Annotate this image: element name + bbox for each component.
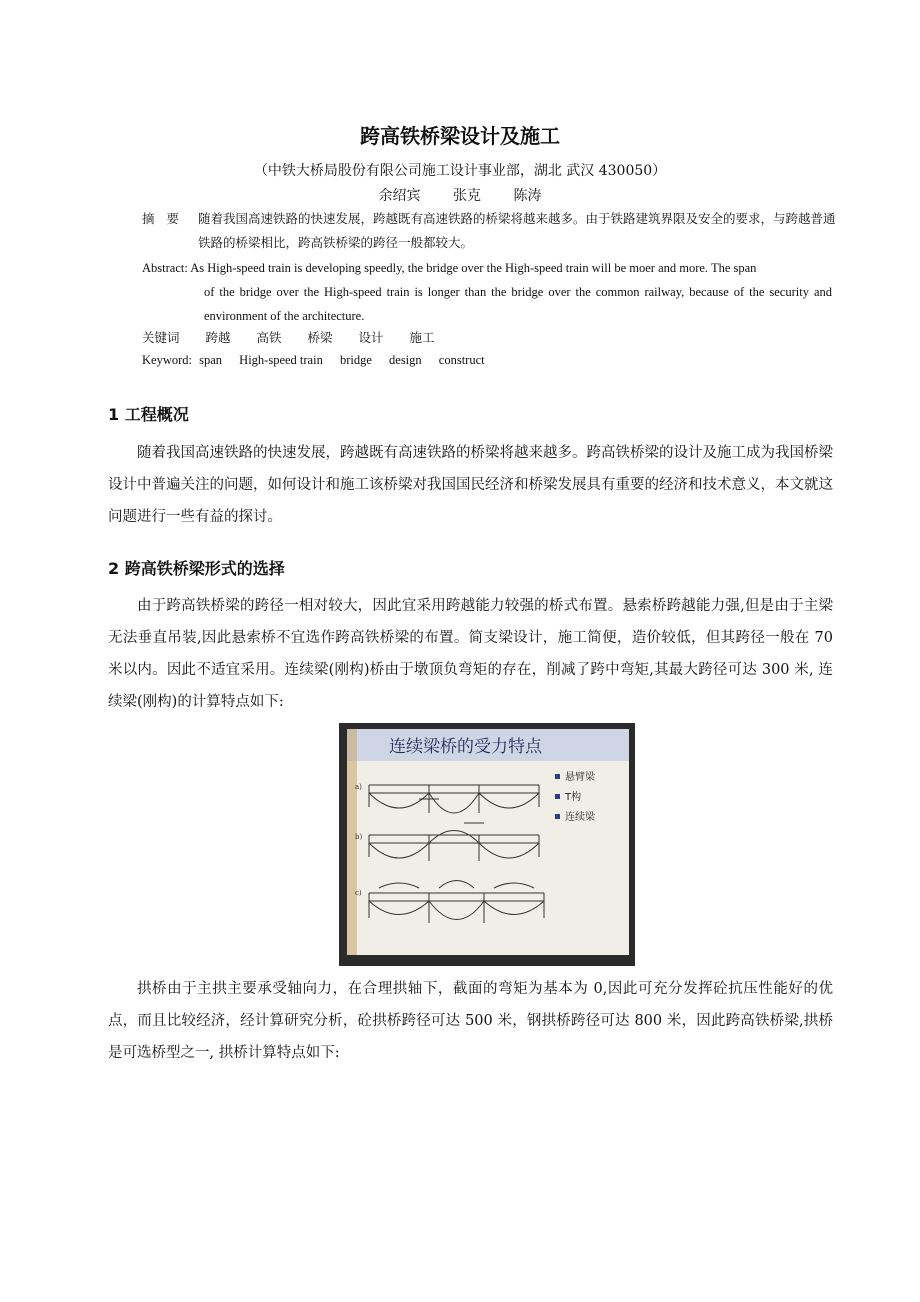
abstract-en-first-line: Abstract: As High-speed train is developing speedly, the bridge over the High-speed train will be moer and more. The span: [142, 261, 757, 275]
abstract-en-text: of the bridge over the High-speed train is longer than the bridge over the common railway, because of the security and environment of the architecture.: [204, 285, 832, 323]
legend-item-continuous: 连续梁: [565, 812, 595, 823]
slide-left-edge: [347, 729, 357, 955]
row-label-b: b): [355, 833, 363, 841]
row-label-a: a): [355, 783, 362, 791]
keyword-en: construct: [438, 353, 485, 367]
keyword-zh: 施工: [409, 330, 435, 345]
abstract-zh: [142, 207, 842, 255]
section-2-heading: 2 跨高铁桥梁形式的选择: [108, 559, 285, 578]
section-2-paragraph-2: 拱桥由于主拱主要承受轴向力，在合理拱轴下，截面的弯矩为基本为 0,因此可充分发挥砼抗压性能好的优点，而且比较经济，经计算研究分析，砼拱桥跨径可达 500 米，钢拱桥跨径可达 800 米，因此跨高铁桥梁,拱桥是可选桥型之一, 拱桥计算特点如下:: [108, 981, 833, 1061]
keywords-en-label: Keyword:: [142, 353, 192, 367]
section-2-paragraph-1: 由于跨高铁桥梁的跨径一相对较大，因此宜采用跨越能力较强的桥式布置。悬索桥跨越能力强,但是由于主梁无法垂直吊装,因此悬索桥不宜选作跨高铁桥梁的布置。简支梁设计，施工简便，造价较低，但其跨径一般在 70 米以内。因此不适宜采用。连续梁(刚构)桥由于墩顶负弯矩的存在，削减了跨中弯矩,其最大跨径可达 300 米, 连续梁(刚构)的计算特点如下:: [108, 598, 833, 710]
keyword-zh: 高铁: [256, 330, 282, 345]
abstract-zh-label: 摘要: [142, 211, 192, 226]
section-1-body: [108, 437, 833, 533]
abstract-zh-text: 随着我国高速铁路的快速发展，跨越既有高速铁路的桥梁将越来越多。由于铁路建筑界限及安全的要求，与跨越普通铁路的桥梁相比，跨高铁桥梁的跨径一般都较大。: [198, 211, 836, 250]
legend-item-cantilever: 悬臂梁: [565, 772, 595, 783]
keyword-zh: 跨越: [205, 330, 231, 345]
legend-bullet: [555, 814, 560, 819]
keyword-en: design: [389, 353, 422, 367]
affiliation: （中铁大桥局股份有限公司施工设计事业部，湖北 武汉 430050）: [253, 163, 667, 179]
legend-bullet: [555, 794, 560, 799]
keywords-en: [142, 353, 499, 368]
legend-bullet: [555, 774, 560, 779]
figure-svg: [339, 723, 635, 966]
keywords-zh: [142, 328, 449, 346]
legend-item-t-frame: T构: [565, 792, 582, 803]
slide-title: 连续梁桥的受力特点: [389, 737, 542, 757]
keyword-en: High-speed train: [239, 353, 323, 367]
keyword-en: bridge: [339, 353, 372, 367]
figure-slide-photo: [339, 723, 635, 966]
section-1-paragraph: 随着我国高速铁路的快速发展，跨越既有高速铁路的桥梁将越来越多。跨高铁桥梁的设计及施工成为我国桥梁设计中普遍关注的问题，如何设计和施工该桥梁对我国国民经济和桥梁发展具有重要的经济和技术意义，本文就这问题进行一些有益的探讨。: [108, 445, 833, 525]
keyword-en: span: [199, 353, 223, 367]
section-1-heading: 1 工程概况: [108, 405, 189, 424]
slide-background: [347, 729, 629, 955]
keywords-zh-label: 关键词: [142, 330, 180, 345]
section-2-body: [108, 590, 833, 718]
row-label-c: c): [355, 889, 362, 897]
authors: 余绍宾 张克 陈涛: [378, 188, 542, 204]
keyword-zh: 桥梁: [307, 330, 333, 345]
keyword-zh: 设计: [358, 330, 384, 345]
paper-title: 跨高铁桥梁设计及施工: [360, 124, 560, 148]
abstract-en: [142, 256, 832, 328]
section-2-body-continued: [108, 973, 833, 1069]
